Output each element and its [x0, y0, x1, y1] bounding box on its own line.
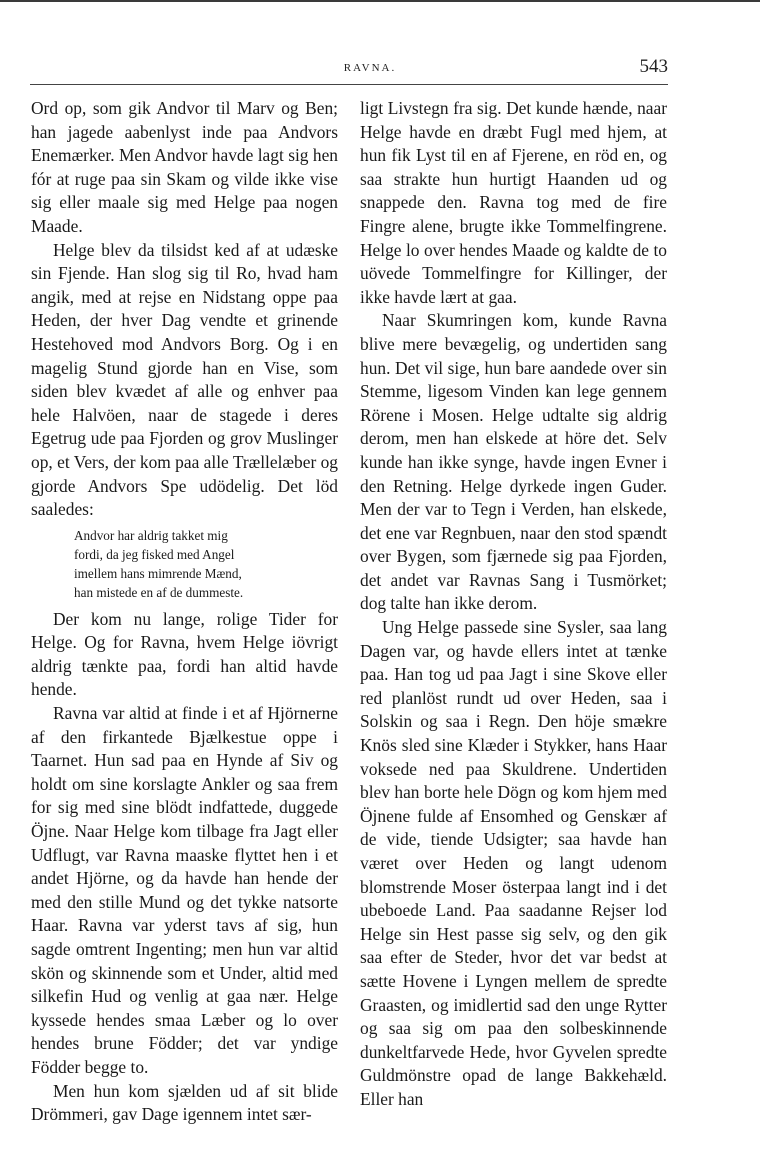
running-title: RAVNA. [343, 62, 397, 74]
header-rule [30, 84, 668, 85]
verse-line: fordi, da jeg fisked med Angel [74, 546, 235, 562]
paragraph: Men hun kom sjælden ud af sit blide Drömmeri, gav Dage igennem intet sær- [31, 1080, 338, 1125]
paragraph: Ord op, som gik Andvor til Marv og Ben; han jagede aabenlyst inde paa Andvors Enemærker. Men Andvor havde lagt sig hen fór at ruge paa sin Skam og vilde ikke vise sig eller maale sig med Helge paa nogen Maade. [31, 98, 338, 236]
paragraph: ligt Livstegn fra sig. Det kunde hænde, naar Helge havde en dræbt Fugl med hjem, at hun fik Lyst til en af Fjerene, en röd en, og saa strakte hun hurtigt Haanden ud og snappede den. Ravna tog med de fire Fingre alene, brugte ikke Tommelfingrene. Helge lo over hendes Maade og kaldte de to uövede Tommelfingre for Killinger, der ikke havde lært at gaa. [360, 98, 667, 307]
paragraph: Naar Skumringen kom, kunde Ravna blive mere bevægelig, og undertiden sang hun. Det vil sige, hun bare aandede over sin Stemme, ligesom Vinden kan lege gennem Rörene i Mosen. Helge udtalte sig aldrig derom, men han elskede at höre det. Selv kunde han ikke synge, havde ingen Evner i den Retning. Helge dyrkede ingen Guder. Men der var to Tegn i Verden, han elskede, det ene var Regnbuen, naar den stod spændt over Bygen, som fjærnede sig paa Fjorden, det andet var Ravnas Sang i Tusmörket; dog talte han ikke derom. [360, 310, 667, 614]
paragraph: Ung Helge passede sine Sysler, saa lang Dagen var, og havde ellers intet at tænke paa. Han tog ud paa Jagt i sine Skove eller red planlöst rundt ud over Heden, saa i Solskin og saa i Regn. Den höje smækre Knös sled sine Klæder i Stykker, hans Haar voksede ned paa Skuldrene. Undertiden blev han borte hele Dögn og kom hjem med Öjnene fulde af Ensomhed og Genskær af de vide, tiende Udsigter; saa havde han været over Heden og langt udenom blomstrende Moser österpaa langt ind i det ubeboede Land. Paa saadanne Rejser lod Helge sin Hest passe sig selv, og den gik saa efter de Steder, hvor det var bedst at sætte Hovene i Lyngen mellem de spredte Graasten, og imidlertid sad den unge Rytter og saa sig om paa den solbeskinnende dunkeltfarvede Hede, hvor Gyvelen spredte Guldmönstre opad de lange Bakkehæld. Eller han [360, 617, 667, 1109]
top-edge-rule [0, 0, 760, 2]
verse-block [31, 526, 338, 602]
right-column [360, 97, 667, 1112]
left-column [31, 97, 338, 1127]
paragraph: Der kom nu lange, rolige Tider for Helge. Og for Ravna, hvem Helge iövrigt aldrig tænkte paa, fordi han altid havde hende. [31, 608, 338, 700]
verse-line: imellem hans mimrende Mænd, [74, 565, 242, 581]
paragraph: Helge blev da tilsidst ked af at udæske sin Fjende. Han slog sig til Ro, hvad ham angik, med at rejse en Nidstang oppe paa Heden, der hver Dag vendte et grinende Hestehoved mod Andvors Borg. Og i en magelig Stund gjorde han en Vise, som siden blev kvædet af alle og enhver paa hele Halvöen, naar de stagede i deres Egetrug ude paa Fjorden og grov Muslinger op, et Vers, der kom paa alle Trællelæber og gjorde Andvors Spe udödelig. Det löd saaledes: [31, 239, 338, 520]
paragraph: Ravna var altid at finde i et af Hjörnerne af den firkantede Bjælkestue oppe i Taarnet. Hun sad paa en Hynde af Siv og holdt om sine korslagte Ankler og saa frem for sig med sine blödt indfattede, duggede Öjne. Naar Helge kom tilbage fra Jagt eller Udflugt, var Ravna maaske flyttet hen i et andet Hjörne, og da havde han hende der med den stille Mund og det tykke natsorte Haar. Ravna var yderst tavs af sig, hun sagde omtrent Ingenting; men hun var altid skön og skinnende som et Under, altid med silkefin Hud og venlig at gaa nær. Helge kyssede hendes smaa Læber og lo over hendes brune Födder; det var yndige Födder begge to. [31, 703, 338, 1077]
verse-line: Andvor har aldrig takket mig [74, 527, 228, 543]
verse-line: han mistede en af de dummeste. [74, 584, 244, 600]
page-number: 543 [639, 56, 668, 77]
